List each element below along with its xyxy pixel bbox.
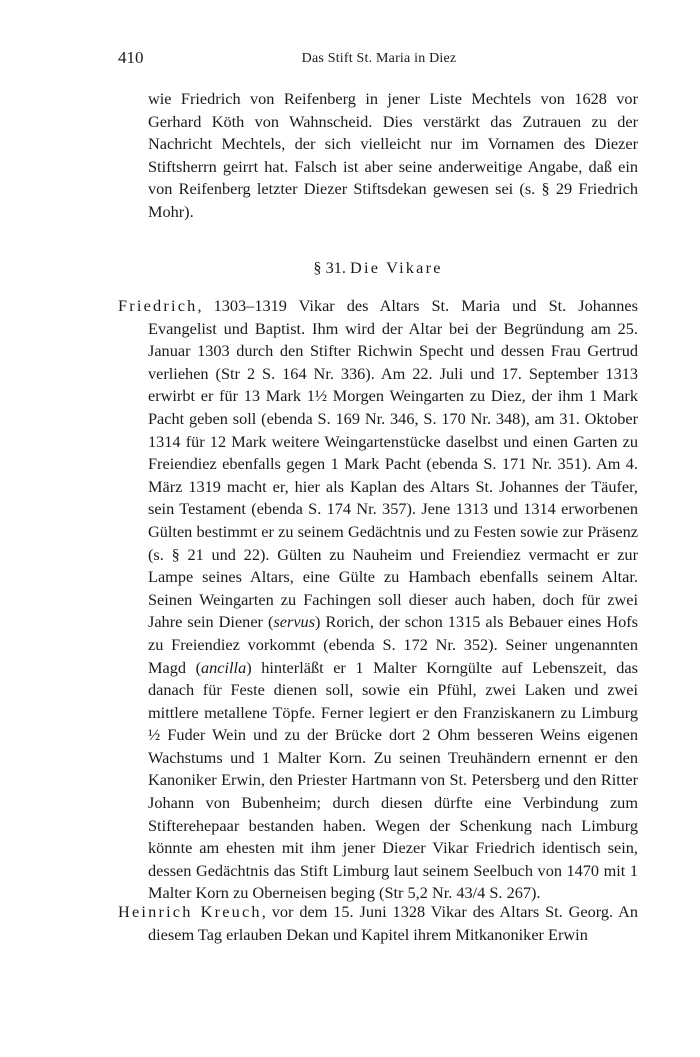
entry-italic-term: ancilla — [201, 657, 247, 677]
section-heading — [118, 258, 638, 278]
section-number: § 31. — [313, 258, 346, 277]
entry-text: , vor dem 15. Juni 1328 Vikar des Altars St. Georg. An diesem Tag erlauben Dekan und Kapitel ihrem Mitkanoniker Erwin — [148, 902, 638, 944]
entry-name: Heinrich Kreuch — [118, 902, 262, 921]
section-title: Die Vikare — [350, 258, 443, 277]
vicar-entry — [118, 295, 638, 905]
entry-text: , 1303–1319 Vikar des Altars St. Maria und St. Johannes Evangelist und Baptist. Ihm wird der Altar bei der Begründung am 25. Januar 1303 durch den Stifter Richwin Specht und dessen Frau Gertrud verliehen (Str 2 S. 164 Nr. 336). Am 22. Juli und 17. September 1313 erwirbt er für 13 Mark 1½ Morgen Weingarten zu Diez, der ihm 1 Mark Pacht geben soll (ebenda S. 169 Nr. 346, S. 170 Nr. 348), am 31. Oktober 1314 für 12 Mark weitere Weingartenstücke daselbst und einen Garten zu Freiendiez ebenfalls gegen 1 Mark Pacht (ebenda S. 171 Nr. 351). Am 4. März 1319 macht er, hier als Kaplan des Altars St. Johannes der Täufer, sein Testament (ebenda S. 174 Nr. 357). Jene 1313 und 1314 erworbenen Gülten bestimmt er zu seinem Gedächtnis und zu Festen sowie zur Präsenz (s. § 21 und 22). Gülten zu Nauheim und Freiendiez vermacht er zur Lampe seines Altars, eine Gülte zu Hambach ebenfalls seinem Altar. Seinen Weingarten zu Fachingen soll dieser auch haben, doch für zwei Jahre sein Diener ( — [148, 296, 638, 632]
page-number: 410 — [118, 48, 144, 67]
entry-text: ) hinterläßt er 1 Malter Korngülte auf Lebenszeit, das danach für Feste dienen soll, sowie ein Pfühl, zwei Laken und zwei mittlere metallene Töpfe. Ferner legiert er den Franziskanern zu Limburg ½ Fuder Wein und zu der Brücke dort 2 Ohm besseren Weins eigenen Wachstums und 1 Malter Korn. Zu seinen Treuhändern ernennt er den Kanoniker Erwin, den Priester Hartmann von St. Petersberg und den Ritter Johann von Bubenheim; durch diesen dürfte eine Verbindung zum Stifterehepaar bestanden haben. Wegen der Schenkung nach Limburg könnte am ehesten mit ihm jener Diezer Vikar Friedrich identisch sein, dessen Gedächtnis das Stift Limburg laut seinem Seelbuch von 1470 mit 1 Malter Korn zu Oberneisen beging (Str 5,2 Nr. 43/4 S. 267). — [148, 657, 638, 903]
continuation-paragraph: wie Friedrich von Reifenberg in jener Liste Mechtels von 1628 vor Gerhard Köth von Wahnscheid. Dies verstärkt das Zutrauen zu der Nachricht Mechtels, der sich vielleicht nur im Vornamen des Diezer Stiftsherrn geirrt hat. Falsch ist aber seine anderweitige Angabe, daß ein von Reifenberg letzter Diezer Stiftsdekan gewesen sei (s. § 29 Friedrich Mohr). — [148, 89, 638, 221]
page-header — [118, 48, 640, 74]
entry-text: ) Rorich, der schon 1315 als Bebauer eines Hofs zu Freiendiez vorkommt (ebenda S. 172 Nr. 352). Seiner ungenannten Magd ( — [148, 612, 638, 677]
entry-italic-term: servus — [273, 612, 316, 632]
running-title: Das Stift St. Maria in Diez — [301, 51, 457, 66]
entry-name: Friedrich — [118, 296, 198, 315]
vicar-entry — [118, 901, 638, 946]
